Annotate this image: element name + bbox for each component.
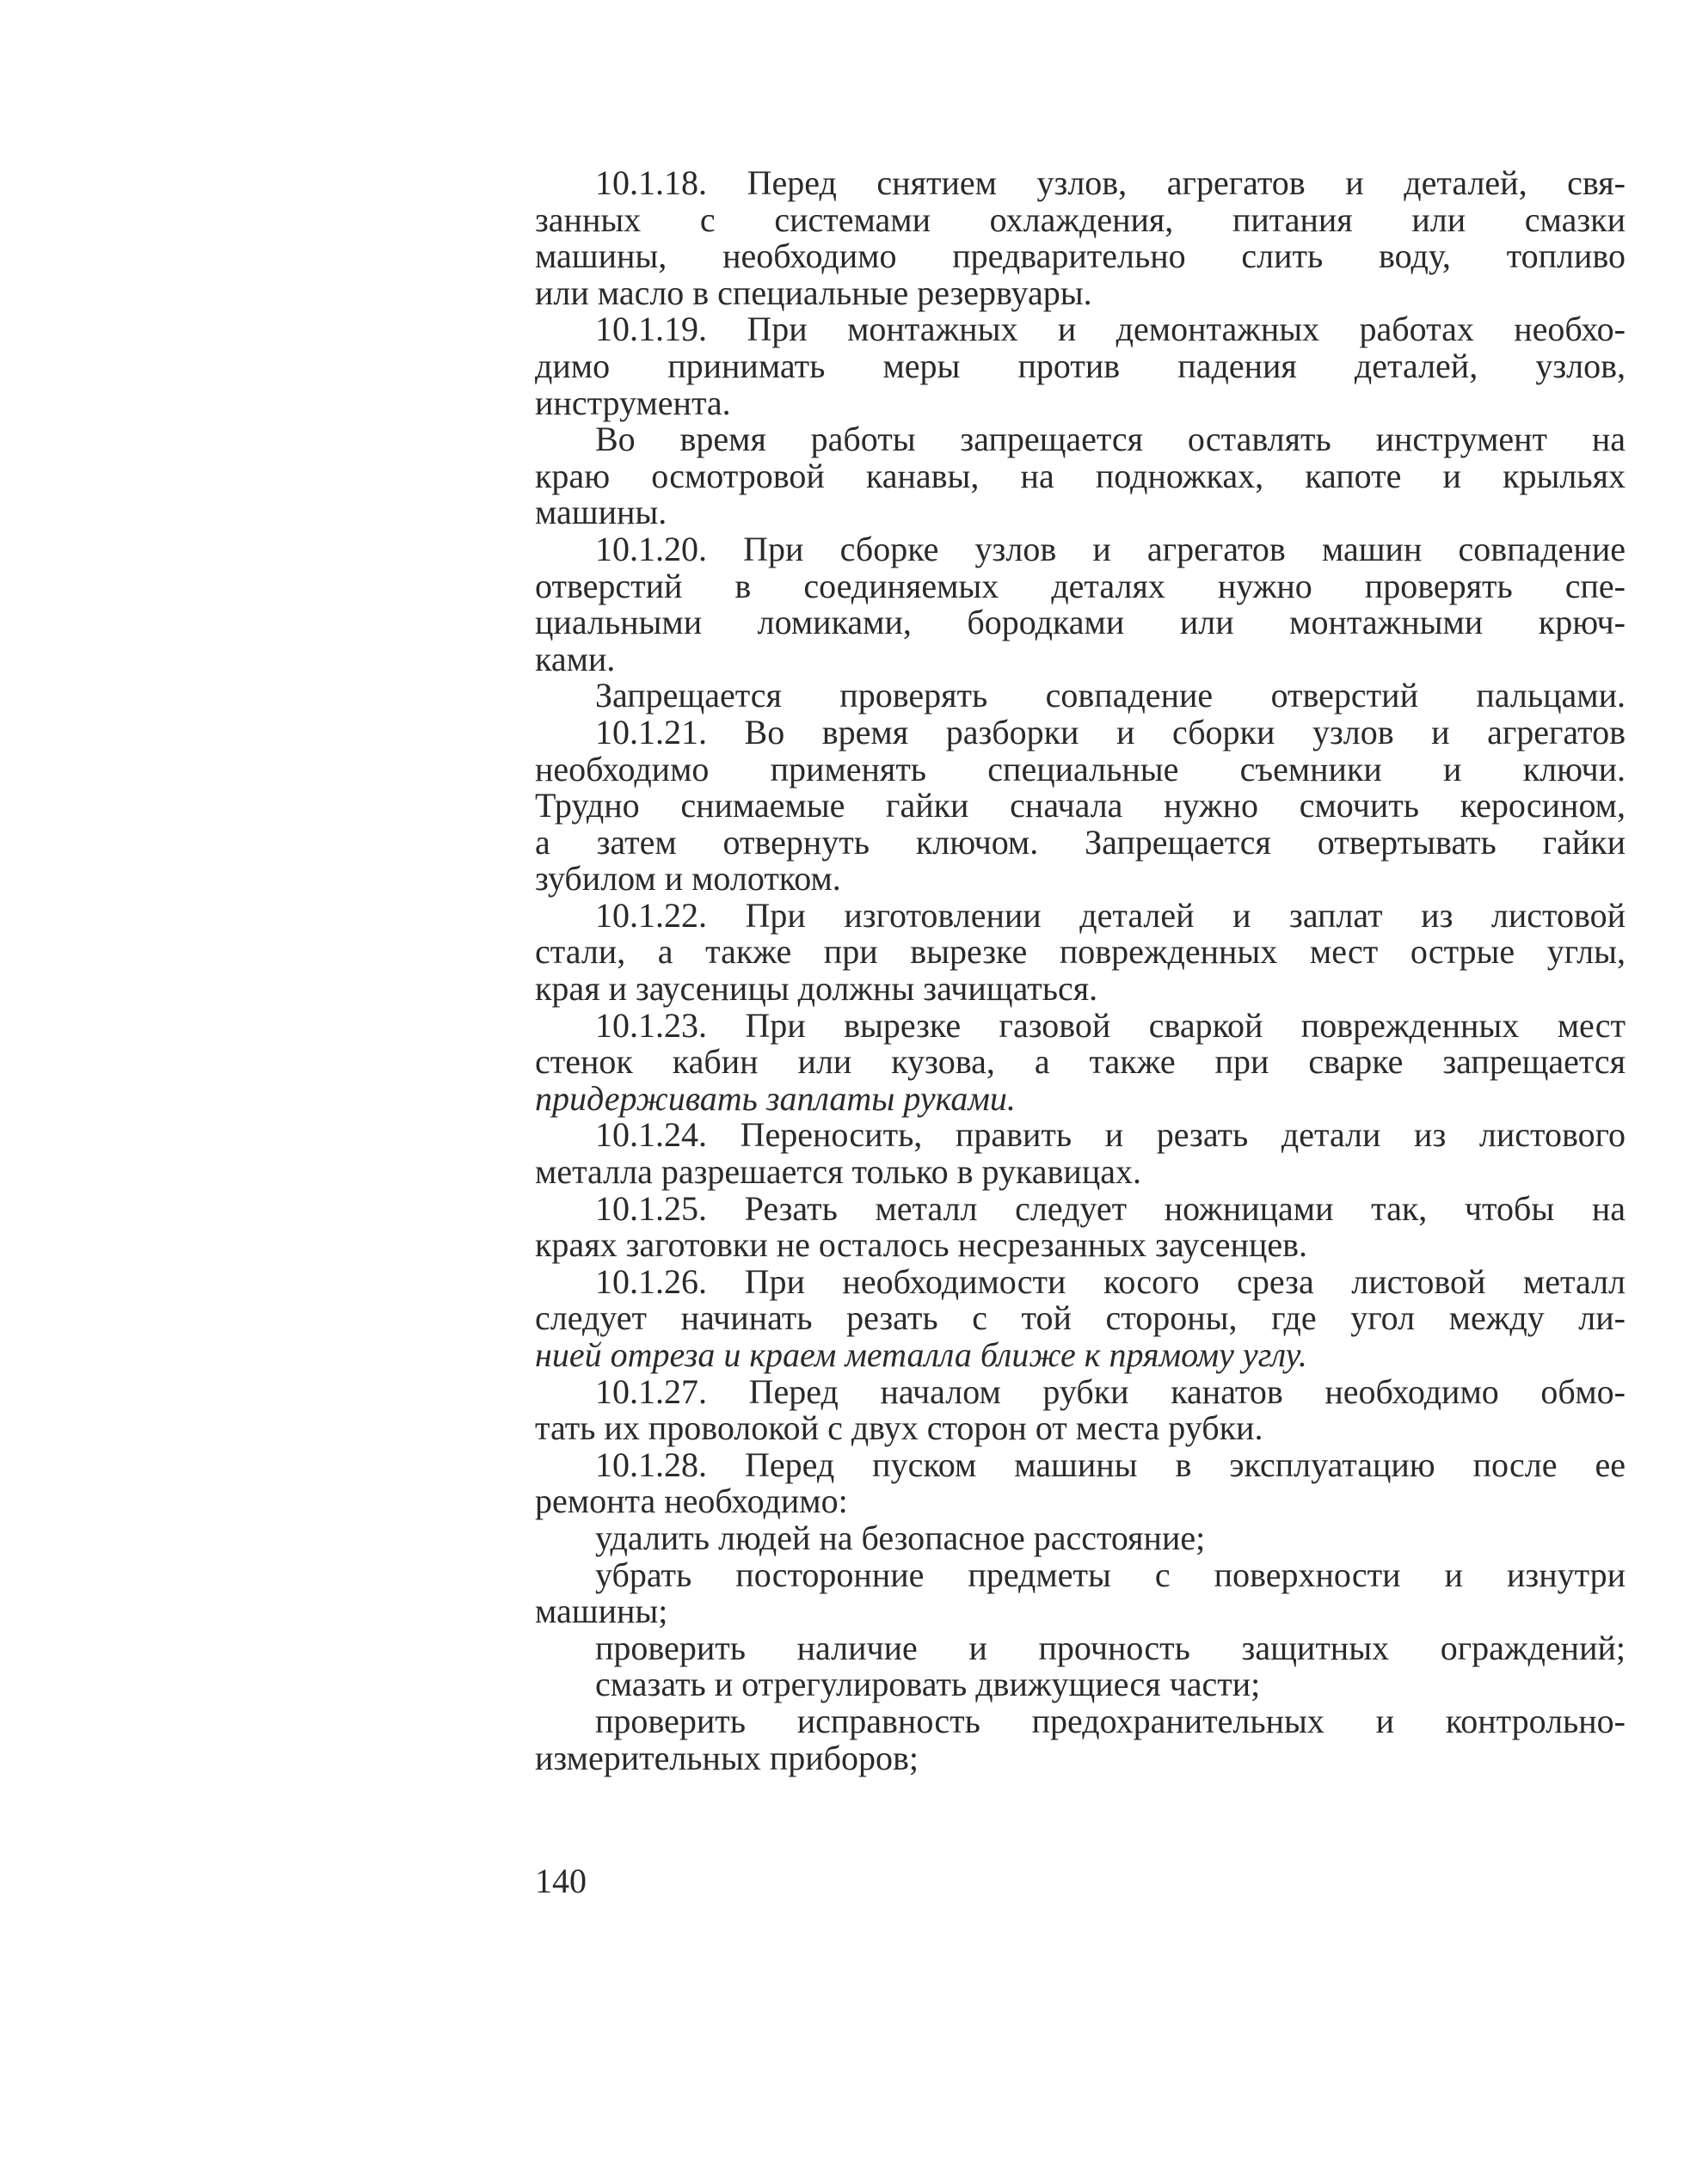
text-line: Трудно снимаемые гайки сначала нужно смочить керосином, <box>535 786 1626 825</box>
text-line: занных с системами охлаждения, питания или смазки <box>535 199 1626 239</box>
text-line: измерительных приборов; <box>535 1738 919 1777</box>
text-line: а затем отвернуть ключом. Запрещается отвертывать гайки <box>535 822 1626 862</box>
text-line: краях заготовки не осталось несрезанных заусенцев. <box>535 1225 1308 1265</box>
text-line: машины. <box>535 493 667 532</box>
text-line: 10.1.21. Во время разборки и сборки узлов и агрегатов <box>595 712 1626 752</box>
text-line: или масло в специальные резервуары. <box>535 273 1092 312</box>
text-line: следует начинать резать с той стороны, где угол между ли- <box>535 1298 1626 1338</box>
text-line: машины; <box>535 1592 668 1631</box>
text-line: края и заусеницы должны зачищаться. <box>535 969 1098 1009</box>
text-line: циальными ломиками, бородками или монтажными крюч- <box>535 603 1626 642</box>
text-line: смазать и отрегулировать движущиеся части; <box>595 1665 1261 1704</box>
text-line: 10.1.24. Переносить, править и резать детали из листового <box>595 1115 1626 1155</box>
text-line: проверить наличие и прочность защитных ограждений; <box>595 1628 1626 1667</box>
text-line: тать их проволокой с двух сторон от места рубки. <box>535 1408 1263 1448</box>
text-line: краю осмотровой канавы, на подножках, капоте и крыльях <box>535 456 1626 495</box>
text-line: нией отреза и краем металла ближе к прямому углу. <box>535 1335 1307 1374</box>
text-line: Во время работы запрещается оставлять инструмент на <box>595 420 1626 459</box>
text-line: 10.1.19. При монтажных и демонтажных работах необхо- <box>595 310 1626 349</box>
text-line: инструмента. <box>535 383 731 422</box>
text-line: 10.1.23. При вырезке газовой сваркой поврежденных мест <box>595 1005 1626 1045</box>
text-line: необходимо применять специальные съемники и ключи. <box>535 749 1626 788</box>
text-line: проверить исправность предохранительных и контрольно- <box>595 1701 1626 1740</box>
text-line: 10.1.26. При необходимости косого среза листовой металл <box>595 1261 1626 1301</box>
page-body <box>535 165 1626 1776</box>
text-line: зубилом и молотком. <box>535 859 841 899</box>
text-line: ками. <box>535 639 616 678</box>
page-number: 140 <box>535 1862 587 1900</box>
text-line: 10.1.20. При сборке узлов и агрегатов машин совпадение <box>595 529 1626 568</box>
text-line: убрать посторонние предметы с поверхности и изнутри <box>595 1555 1626 1594</box>
text-line: отверстий в соединяемых деталях нужно проверять спе- <box>535 566 1626 605</box>
text-line: придерживать заплаты руками. <box>535 1078 1016 1118</box>
text-line: стали, а также при вырезке поврежденных мест острые углы, <box>535 932 1626 972</box>
text-line: 10.1.18. Перед снятием узлов, агрегатов и деталей, свя- <box>595 163 1626 202</box>
text-line: 10.1.22. При изготовлении деталей и заплат из листовой <box>595 895 1626 935</box>
text-line: димо принимать меры против падения деталей, узлов, <box>535 346 1626 385</box>
text-line: 10.1.27. Перед началом рубки канатов необходимо обмо- <box>595 1371 1626 1411</box>
text-line: стенок кабин или кузова, а также при сварке запрещается <box>535 1042 1626 1082</box>
text-line: ремонта необходимо: <box>535 1482 848 1521</box>
text-line: 10.1.25. Резать металл следует ножницами так, чтобы на <box>595 1188 1626 1228</box>
text-line: Запрещается проверять совпадение отверстий пальцами. <box>595 676 1626 715</box>
text-line: металла разрешается только в рукавицах. <box>535 1152 1141 1192</box>
text-line: 10.1.28. Перед пуском машины в эксплуатацию после ее <box>595 1445 1626 1484</box>
text-line: удалить людей на безопасное расстояние; <box>595 1518 1206 1557</box>
text-line: машины, необходимо предварительно слить воду, топливо <box>535 236 1626 276</box>
